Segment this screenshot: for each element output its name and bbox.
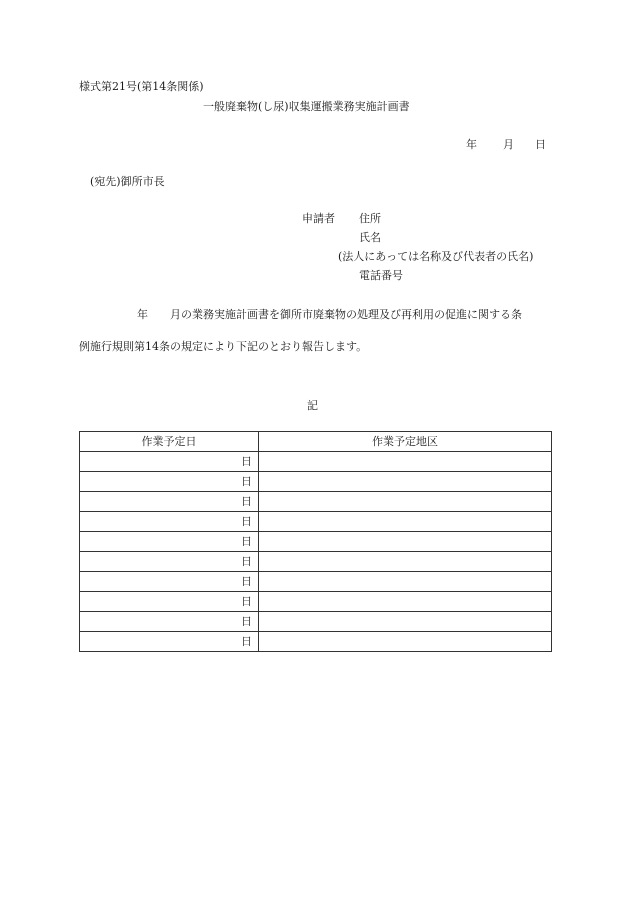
area-cell[interactable] [259, 612, 552, 632]
date-cell[interactable]: 日 [80, 492, 259, 512]
ki-heading: 記 [307, 399, 318, 412]
corporation-note: (法人にあっては名称及び代表者の氏名) [338, 250, 534, 263]
date-cell[interactable]: 日 [80, 632, 259, 652]
column-header-date: 作業予定日 [80, 432, 259, 452]
date-day-label: 日 [535, 138, 546, 151]
table-row [80, 552, 552, 572]
table-header-row [80, 432, 552, 452]
addressee: (宛先)御所市長 [90, 175, 165, 188]
table-row [80, 632, 552, 652]
table-row [80, 612, 552, 632]
date-cell[interactable]: 日 [80, 592, 259, 612]
schedule-table [79, 431, 552, 652]
area-cell[interactable] [259, 492, 552, 512]
date-cell[interactable]: 日 [80, 532, 259, 552]
table-row [80, 592, 552, 612]
area-cell[interactable] [259, 452, 552, 472]
date-month-label: 月 [503, 138, 514, 151]
area-cell[interactable] [259, 592, 552, 612]
table-row [80, 532, 552, 552]
form-number: 様式第21号(第14条関係) [79, 80, 204, 93]
date-cell[interactable]: 日 [80, 572, 259, 592]
table-row [80, 572, 552, 592]
column-header-area: 作業予定地区 [259, 432, 552, 452]
date-cell[interactable]: 日 [80, 512, 259, 532]
phone-label: 電話番号 [359, 269, 403, 282]
body-text-line-1: 年 月の業務実施計画書を御所市廃棄物の処理及び再利用の促進に関する条 [137, 308, 522, 321]
applicant-label: 申請者 [302, 212, 335, 225]
date-year-label: 年 [466, 138, 477, 151]
area-cell[interactable] [259, 472, 552, 492]
table-row [80, 472, 552, 492]
date-cell[interactable]: 日 [80, 472, 259, 492]
name-label: 氏名 [359, 231, 381, 244]
document-title: 一般廃棄物(し尿)収集運搬業務実施計画書 [203, 100, 410, 113]
body-text-line-2: 例施行規則第14条の規定により下記のとおり報告します。 [79, 340, 368, 353]
address-label: 住所 [359, 212, 381, 225]
date-cell[interactable]: 日 [80, 612, 259, 632]
area-cell[interactable] [259, 572, 552, 592]
area-cell[interactable] [259, 632, 552, 652]
date-cell[interactable]: 日 [80, 452, 259, 472]
table-row [80, 512, 552, 532]
date-cell[interactable]: 日 [80, 552, 259, 572]
table-row [80, 452, 552, 472]
area-cell[interactable] [259, 552, 552, 572]
area-cell[interactable] [259, 532, 552, 552]
table-row [80, 492, 552, 512]
area-cell[interactable] [259, 512, 552, 532]
